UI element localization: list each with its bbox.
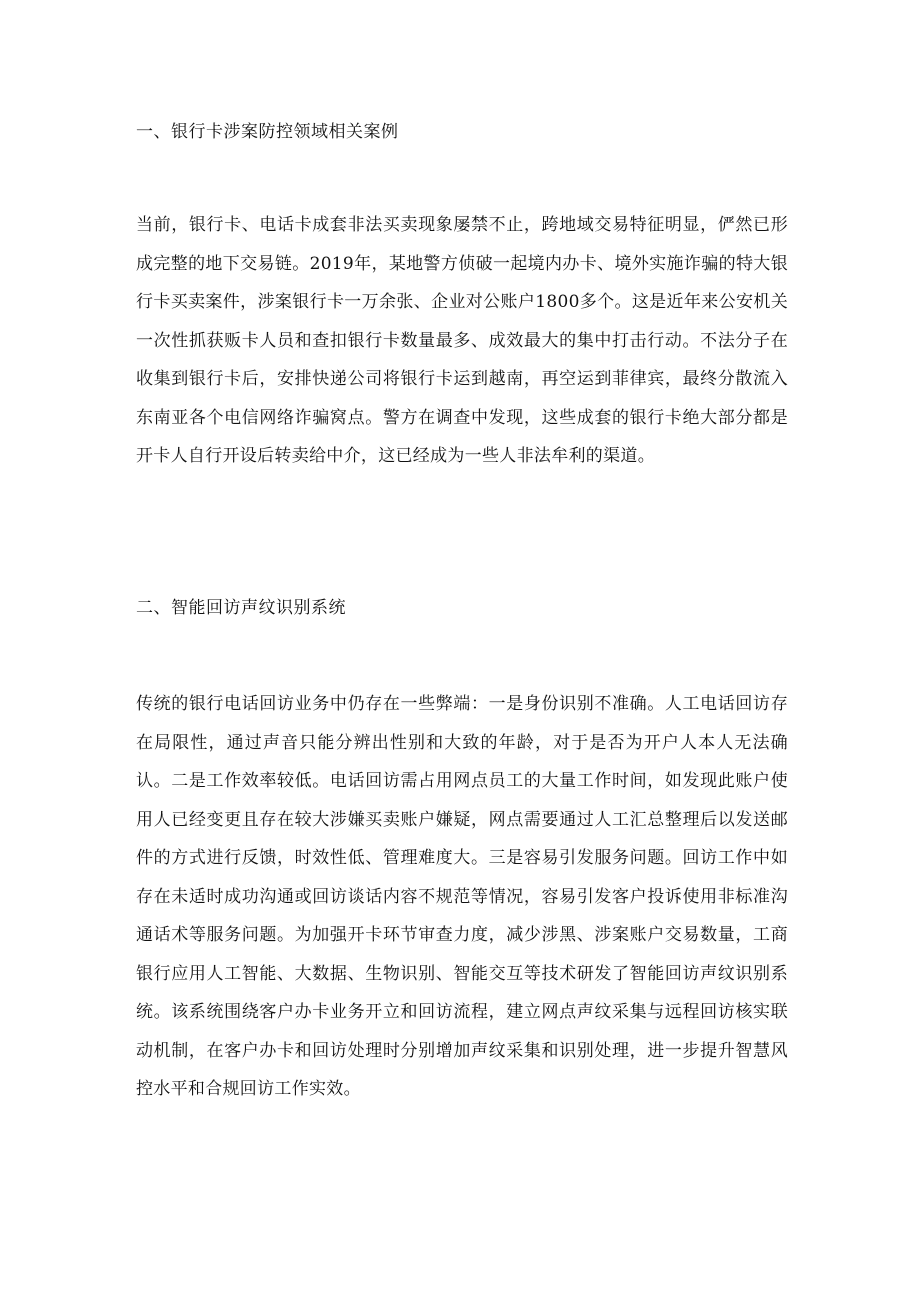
section-2-heading: 二、智能回访声纹识别系统 [136,598,346,618]
section-1-heading: 一、银行卡涉案防控领域相关案例 [136,122,399,142]
section-2-paragraph: 传统的银行电话回访业务中仍存在一些弊端：一是身份识别不准确。人工电话回访存在局限性，通过声音只能分辨出性别和大致的年龄，对于是否为开户人本人无法确认。二是工作效率较低。电话回访需占用网点员工的大量工作时间，如发现此账户使用人已经变更且存在较大涉嫌买卖账户嫌疑，网点需要通过人工汇总整理后以发送邮件的方式进行反馈，时效性低、管理难度大。三是容易引发服务问题。回访工作中如存在未适时成功沟通或回访谈话内容不规范等情况，容易引发客户投诉使用非标准沟通话术等服务问题。为加强开卡环节审查力度，减少涉黑、涉案账户交易数量，工商银行应用人工智能、大数据、生物识别、智能交互等技术研发了智能回访声纹识别系统。该系统围绕客户办卡业务开立和回访流程，建立网点声纹采集与远程回访核实联动机制，在客户办卡和回访处理时分别增加声纹采集和识别处理，进一步提升智慧风控水平和合规回访工作实效。 [136,694,788,1099]
section-1-paragraph: 当前，银行卡、电话卡成套非法买卖现象屡禁不止，跨地域交易特征明显，俨然已形成完整的地下交易链。2019年，某地警方侦破一起境内办卡、境外实施诈骗的特大银行卡买卖案件，涉案银行卡一万余张、企业对公账户1800多个。这是近年来公安机关一次性抓获贩卡人员和查扣银行卡数量最多、成效最大的集中打击行动。不法分子在收集到银行卡后，安排快递公司将银行卡运到越南，再空运到菲律宾，最终分散流入东南亚各个电信网络诈骗窝点。警方在调查中发现，这些成套的银行卡绝大部分都是开卡人自行开设后转卖给中介，这已经成为一些人非法牟利的渠道。 [136,215,788,466]
